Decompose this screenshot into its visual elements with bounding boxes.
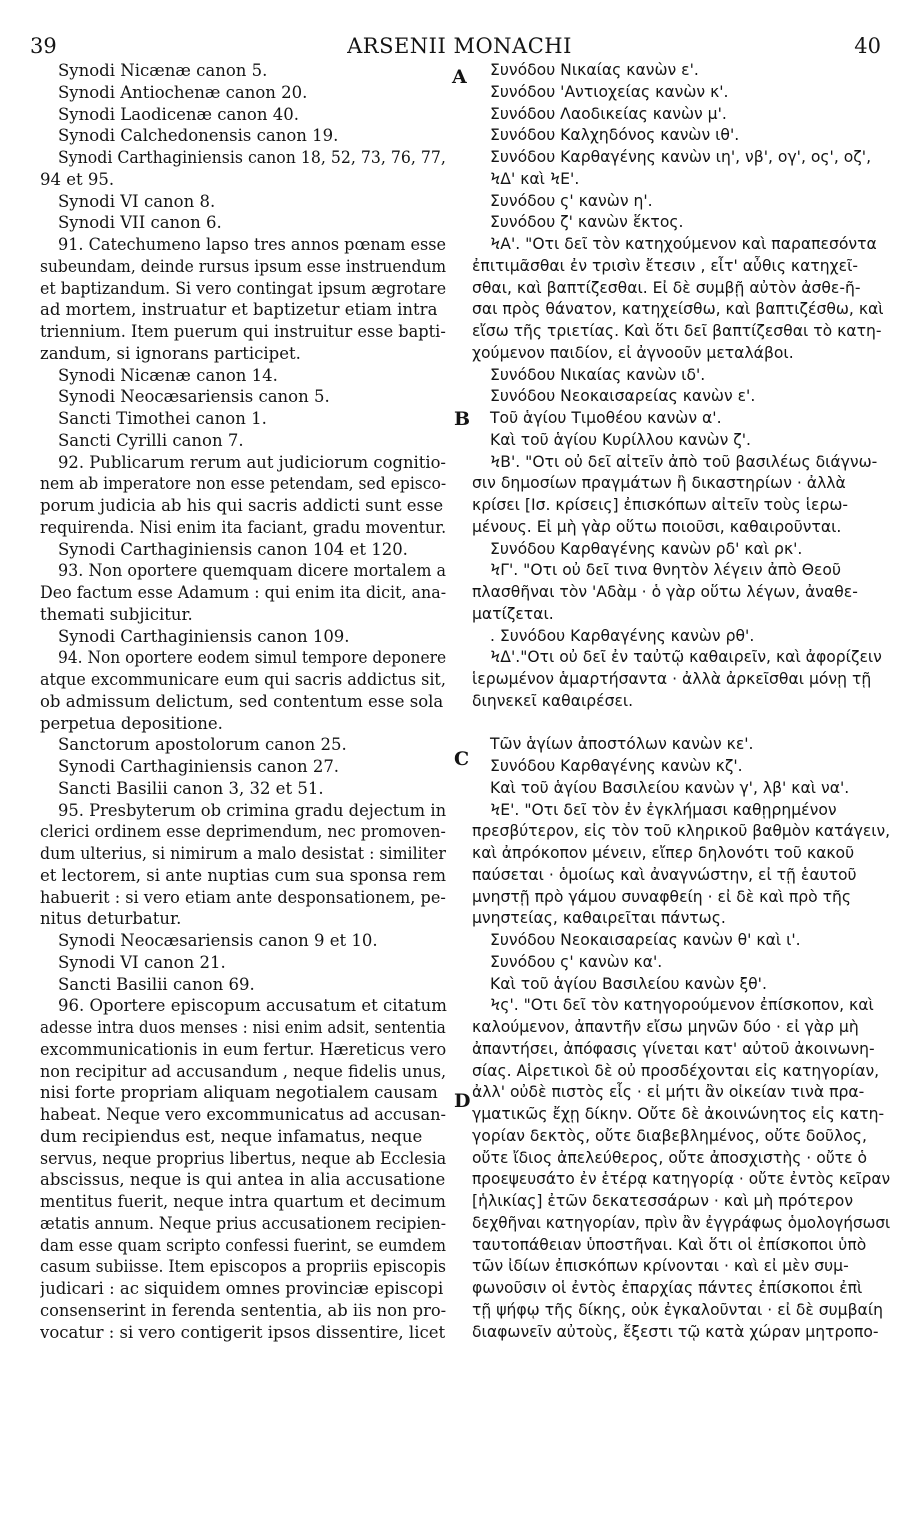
greek-column <box>472 60 892 1343</box>
margin-marker-d: D <box>454 1090 471 1112</box>
greek-line: τῇ ψήφῳ τῆς δίκης, οὐκ ἐγκαλοῦνται · εἰ δὲ συμβαίη <box>472 1300 883 1319</box>
latin-line: atque excommunicare eum qui sacris addictus sit, <box>40 670 446 689</box>
latin-line: Deo factum esse Adamum : qui enim ita dicit, ana- <box>40 583 447 602</box>
greek-line: Συνόδου ς' κανὼν κα'. <box>490 952 663 971</box>
latin-line: adesse intra duos menses : nisi enim adsit, sententia <box>40 1018 446 1037</box>
margin-marker-c: C <box>454 748 470 770</box>
latin-line: requirenda. Nisi enim ita faciant, gradu moventur. <box>40 517 447 537</box>
greek-line: ϞΑ'. "Οτι δεῖ τὸν κατηχούμενον καὶ παραπεσόντα <box>490 235 877 253</box>
latin-line: Synodi Antiochenæ canon 20. <box>58 82 308 102</box>
greek-line: ταυτοπάθειαν ὑποστῆναι. Καὶ ὅτι οἱ ἐπίσκοποι ὑπὸ <box>472 1235 867 1254</box>
greek-line: μνηστείας, καθαιρεῖται πάντως. <box>472 909 726 928</box>
greek-line: ἐπιτιμᾶσθαι ἐν τρισὶν ἔτεσιν , εἶτ' αὖθις κατηχεῖ- <box>472 256 859 275</box>
latin-line: Synodi Neocæsariensis canon 9 et 10. <box>58 931 378 950</box>
greek-line: Συνόδου Νικαίας κανὼν ιδ'. <box>490 365 706 384</box>
latin-line: Synodi Nicænæ canon 5. <box>58 61 268 80</box>
latin-line: subeundam, deinde rursus ipsum esse instruendum <box>40 256 447 276</box>
greek-line: γματικῶς ἔχῃ δίκην. Οὔτε δὲ ἀκοινώνητος εἰς κατη- <box>472 1105 885 1123</box>
greek-line: προεψευσάτο ἐν ἑτέρᾳ κατηγορίᾳ · οὔτε ἐντὸς κεῖραν <box>472 1170 891 1189</box>
latin-line: judicari : ac siquidem omnes provinciæ episcopi <box>40 1279 444 1298</box>
greek-line: Συνόδου Καρθαγένης κανὼν ιη', νβ', ογ', ος', οζ', <box>490 148 872 166</box>
latin-line: themati subjicitur. <box>40 604 193 624</box>
latin-line: Synodi Calchedonensis canon 19. <box>58 126 339 146</box>
greek-line: σαι πρὸς θάνατον, κατηχείσθω, καὶ βαπτιζέσθω, καὶ <box>472 300 884 319</box>
latin-line: non recipitur ad accusandum , neque fidelis unus, <box>40 1061 447 1081</box>
greek-line: [ἡλικίας] ἐτῶν δεκατεσσάρων · καὶ μὴ πρότερον <box>472 1192 854 1210</box>
greek-line: δεχθῆναι κατηγορίαν, πρὶν ἂν ἐγγράφως ὁμολογήσωσι <box>472 1213 891 1232</box>
latin-line: abscissus, neque is qui antea in alia accusatione <box>40 1170 446 1190</box>
latin-line: zandum, si ignorans participet. <box>40 343 301 363</box>
latin-line: Synodi Carthaginiensis canon 109. <box>58 626 350 646</box>
page-number-right: 40 <box>854 34 881 58</box>
greek-line: ἀλλ' οὐδὲ πιστὸς εἷς · εἰ μήτι ἂν οἰκείαν τινὰ πρα- <box>472 1083 865 1102</box>
greek-line: καὶ ἀπρόκοπον μένειν, εἴπερ δηλονότι τοῦ κακοῦ <box>472 844 855 862</box>
greek-line: ϞΔ'."Οτι οὐ δεῖ ἐν ταὐτῷ καθαιρεῖν, καὶ ἀφορίζειν <box>490 648 882 667</box>
greek-line: σιν δημοσίων πραγμάτων ἢ δικαστηρίων · ἀλλὰ <box>472 474 846 493</box>
greek-line: Συνόδου Λαοδικείας κανὼν μ'. <box>490 104 727 123</box>
latin-line: Sanctorum apostolorum canon 25. <box>58 735 347 755</box>
greek-line: τῶν ἰδίων ἐπισκόπων κρίνονται · καὶ εἰ μὲν συμ- <box>472 1257 849 1276</box>
margin-marker-b: B <box>454 408 471 430</box>
greek-line: παύσεται · ὁμοίως καὶ ἀναγνώστην, εἰ τῇ ἑαυτοῦ <box>472 865 857 884</box>
latin-line: casum subiisse. Item episcopos a propriis episcopis <box>40 1257 447 1277</box>
latin-line: et lectorem, si ante nuptias cum sua sponsa rem <box>40 865 447 885</box>
latin-line: Synodi Carthaginiensis canon 27. <box>58 757 340 776</box>
latin-line: nem ab imperatore non esse petendam, sed episco- <box>40 474 447 494</box>
greek-line: ματίζεται. <box>472 604 554 623</box>
latin-line: 91. Catechumeno lapso tres annos pœnam esse <box>58 235 447 254</box>
latin-line: dum recipiendus est, neque infamatus, neque <box>40 1126 423 1146</box>
greek-line: Συνόδου ζ' κανὼν ἕκτος. <box>490 213 684 232</box>
latin-line: excommunicationis in eum fertur. Hæreticus vero <box>40 1039 447 1059</box>
latin-line: Sancti Cyrilli canon 7. <box>58 430 244 450</box>
latin-line: clerici ordinem esse deprimendum, nec promoven- <box>40 822 446 842</box>
latin-line: servus, neque proprius libertus, neque ab Ecclesia <box>40 1148 447 1168</box>
margin-marker-a: A <box>452 66 467 88</box>
greek-line: ϞΒ'. "Οτι οὐ δεῖ αἰτεῖν ἀπὸ τοῦ βασιλέως διάγνω- <box>490 452 878 471</box>
latin-line: perpetua depositione. <box>40 713 223 733</box>
greek-line: Συνόδου Καρθαγένης κανὼν κζ'. <box>490 757 743 775</box>
greek-line: Ϟς'. "Οτι δεῖ τὸν κατηγορούμενον ἐπίσκοπον, καὶ <box>490 996 874 1015</box>
latin-line: dum ulterius, si nimirum a malo desistat : similiter <box>40 844 446 863</box>
greek-line: οὔτε ἴδιος ἀπελεύθερος, οὔτε ἀποσχιστὴς · οὔτε ὁ <box>472 1148 868 1167</box>
latin-line: Synodi VI canon 8. <box>58 191 216 211</box>
latin-line: 92. Publicarum rerum aut judiciorum cognitio- <box>58 452 446 472</box>
latin-column <box>40 60 448 1343</box>
latin-line: Synodi Neocæsariensis canon 5. <box>58 387 330 407</box>
latin-line: ad mortem, instruatur et baptizetur etiam intra <box>40 300 438 320</box>
greek-line: Συνόδου Νεοκαισαρείας κανὼν ε'. <box>490 387 756 406</box>
latin-line: et baptizandum. Si vero contingat ipsum ægrotare <box>40 278 447 298</box>
greek-line: σθαι, καὶ βαπτίζεσθαι. Εἰ δὲ συμβῇ αὐτὸν ἀσθε-ῆ- <box>472 278 861 297</box>
greek-line: ἱερωμένον ἁμαρτήσαντα · ἀλλὰ ἀρκεῖσθαι μόνῃ τῇ <box>472 670 872 688</box>
latin-line: Sancti Timothei canon 1. <box>58 409 267 428</box>
greek-line: μνηστῇ πρὸ γάμου συναφθείη · εἰ δὲ καὶ πρὸ τῆς <box>472 887 852 906</box>
greek-line: Συνόδου Καρθαγένης κανὼν ρδ' καὶ ρκ'. <box>490 539 803 558</box>
greek-line: διαφωνεῖν αὐτοὺς, ἔξεστι τῷ κατὰ χώραν μητροπο- <box>472 1322 879 1341</box>
latin-line: Synodi Carthaginiensis canon 104 et 120. <box>58 539 408 559</box>
greek-line <box>472 713 892 735</box>
latin-line: Synodi Carthaginiensis canon 18, 52, 73, 76, 77, <box>58 148 446 167</box>
latin-line: Synodi Laodicenæ canon 40. <box>58 104 299 124</box>
greek-line: καλούμενον, ἀπαντῆν εἴσω μηνῶν δύο · εἰ γὰρ μὴ <box>472 1018 859 1036</box>
latin-line: ob admissum delictum, sed contentum esse sola <box>40 691 444 711</box>
running-header <box>0 30 919 62</box>
latin-line: Synodi VII canon 6. <box>58 213 222 233</box>
greek-line: Συνόδου Καλχηδόνος κανὼν ιθ'. <box>490 126 740 145</box>
latin-line: 94. Non oportere eodem simul tempore deponere <box>58 648 447 668</box>
latin-line: Synodi Nicænæ canon 14. <box>58 365 278 385</box>
greek-line: Συνόδου Νεοκαισαρείας κανὼν θ' καὶ ι'. <box>490 931 801 949</box>
greek-line: σίας. Αἱρετικοὶ δὲ οὐ προσδέχονται εἰς κατηγορίαν, <box>472 1061 880 1080</box>
latin-line: nisi forte propriam aliquam negotialem causam <box>40 1083 438 1103</box>
greek-line: γορίαν δεκτὸς, οὔτε διαβεβλημένος, οὔτε δοῦλος, <box>472 1126 867 1145</box>
latin-line: Sancti Basilii canon 69. <box>58 974 255 994</box>
greek-line: ϞΓ'. "Οτι οὐ δεῖ τινα θνητὸν λέγειν ἀπὸ Θεοῦ <box>490 561 841 580</box>
greek-line: . Συνόδου Καρθαγένης κανὼν ρθ'. <box>490 626 755 645</box>
latin-line: consenserint in ferenda sententia, ab iis non pro- <box>40 1300 447 1320</box>
latin-line: vocatur : si vero contigerit ipsos dissentire, licet <box>40 1322 446 1342</box>
latin-line: ætatis annum. Neque prius accusationem recipien- <box>40 1213 447 1233</box>
greek-line: ἀπαντήσει, ἀπόφασις γίνεται κατ' αὐτοῦ ἀκοινωνη- <box>472 1039 875 1058</box>
latin-line: dam esse quam scripto confessi fuerint, se eumdem <box>40 1235 446 1255</box>
greek-line: Συνόδου ς' κανὼν η'. <box>490 191 653 210</box>
greek-line: Καὶ τοῦ ἁγίου Βασιλείου κανὼν ξθ'. <box>490 974 767 993</box>
greek-line: φωνοῦσιν οἱ ἐντὸς ἐπαρχίας πάντες ἐπίσκοποι ἐπὶ <box>472 1279 863 1297</box>
latin-line: 95. Presbyterum ob crimina gradu dejectum in <box>58 800 447 820</box>
latin-line: porum judicia ab his qui sacris addicti sunt esse <box>40 496 444 515</box>
greek-line: μένους. Εἰ μὴ γὰρ οὕτω ποιοῦσι, καθαιροῦνται. <box>472 517 842 536</box>
greek-line: Συνόδου Νικαίας κανὼν ε'. <box>490 61 699 79</box>
latin-line: habeat. Neque vero excommunicatus ad accusan- <box>40 1105 446 1124</box>
greek-line: ϞΔ' καὶ ϞΕ'. <box>490 169 580 188</box>
greek-line: Καὶ τοῦ ἁγίου Κυρίλλου κανὼν ζ'. <box>490 430 751 449</box>
latin-line: 93. Non oportere quemquam dicere mortalem a <box>58 561 447 581</box>
latin-line: Sancti Basilii canon 3, 32 et 51. <box>58 778 324 798</box>
latin-line: Synodi VI canon 21. <box>58 952 226 972</box>
greek-line: Τῶν ἁγίων ἀποστόλων κανὼν κε'. <box>490 735 754 754</box>
greek-line: χούμενον παιδίον, εἰ ἀγνοοῦν μεταλάβοι. <box>472 343 794 362</box>
greek-line: εἴσω τῆς τριετίας. Καὶ ὅτι δεῖ βαπτίζεσθαι τὸ κατη- <box>472 322 882 340</box>
latin-line: triennium. Item puerum qui instruitur esse bapti- <box>40 322 446 341</box>
greek-line: Συνόδου 'Αντιοχείας κανὼν κ'. <box>490 82 729 101</box>
greek-line: Τοῦ ἁγίου Τιμοθέου κανὼν α'. <box>490 409 722 427</box>
running-title: ARSENII MONACHI <box>347 34 572 58</box>
greek-line: ϞΕ'. "Οτι δεῖ τὸν ἐν ἐγκλήμασι καθῃρημένον <box>490 800 837 819</box>
page-number-left: 39 <box>30 34 57 58</box>
greek-line: Καὶ τοῦ ἁγίου Βασιλείου κανὼν γ', λβ' καὶ να'. <box>490 778 850 797</box>
latin-line: 94 et 95. <box>40 169 115 189</box>
latin-line: mentitus fuerit, neque intra quartum et decimum <box>40 1192 446 1211</box>
greek-line: πρεσβύτερον, εἰς τὸν τοῦ κληρικοῦ βαθμὸν κατάγειν, <box>472 822 891 841</box>
latin-line: habuerit : si vero etiam ante desponsationem, pe- <box>40 887 446 907</box>
greek-line: διηνεκεῖ καθαιρέσει. <box>472 691 634 710</box>
greek-line: κρίσει [Ισ. κρίσεις] ἐπισκόπων αἰτεῖν τοὺς ἱερω- <box>472 496 849 514</box>
greek-line: πλασθῆναι τὸν 'Αδὰμ · ὁ γὰρ οὕτω λέγων, ἀναθε- <box>472 583 858 601</box>
latin-line: 96. Oportere episcopum accusatum et citatum <box>58 996 447 1016</box>
latin-line: nitus deturbatur. <box>40 909 182 929</box>
